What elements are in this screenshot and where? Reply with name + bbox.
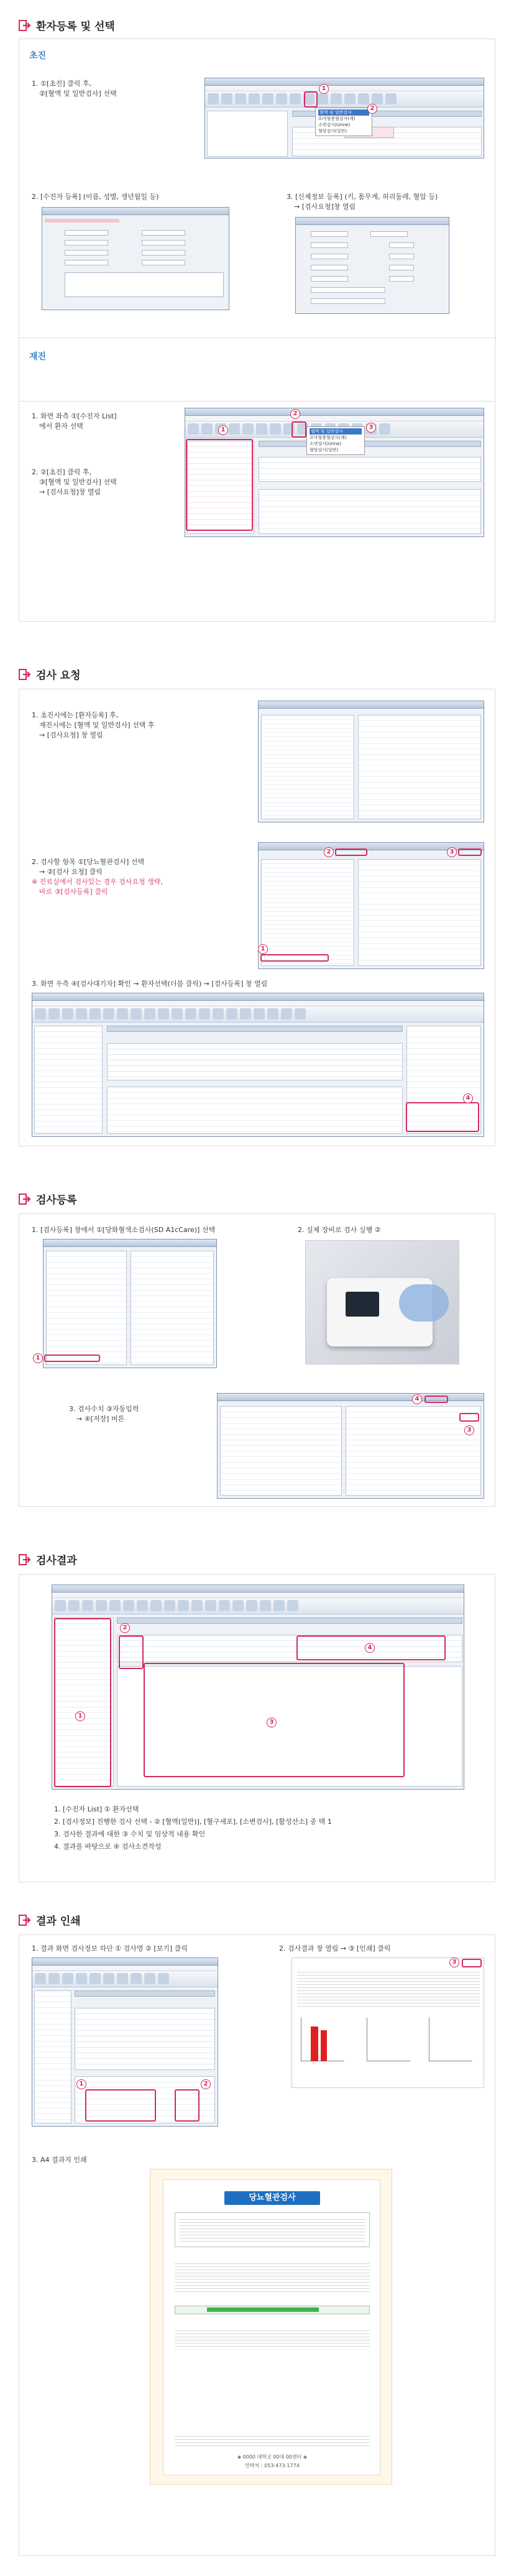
highlight-view-button[interactable]: [175, 2089, 200, 2122]
a4-footer-org: ◈ 0000 대학교 00대 00센터 ◈: [237, 2454, 308, 2460]
badge-i4: 4: [412, 1394, 422, 1404]
arrow-right-box-icon: [19, 1194, 31, 1205]
a4-sheet: [150, 2169, 392, 2485]
subtitle-revisit: 재진: [29, 352, 47, 362]
step-initial-2: 2. [수진자 등록] (이름, 성별, 생년월일 등): [32, 193, 159, 201]
highlight-diabetes-test[interactable]: [260, 954, 329, 962]
step-input-1: 1. [검사등록] 창에서 ①[당화혈색소검사(SD A1cCare)] 선택: [32, 1226, 216, 1234]
badge-1: 1: [319, 84, 329, 94]
arrow-right-box-icon: [19, 20, 31, 31]
step-request-2: 2. 검사할 항목 ①[당뇨혈관검사] 선택 → ②[검사 요청] 클릭 ※ 진료실에서 검사있는 경우 검사요청 생략, 바로 ③[검사등록] 클릭: [32, 858, 163, 896]
badge-q2: 2: [324, 847, 334, 857]
request-window-1: [258, 701, 484, 822]
arrow-right-box-icon: [19, 1915, 31, 1926]
input-window-1: [43, 1239, 217, 1368]
body-info-window: [295, 217, 449, 314]
section-title-input: [19, 1191, 77, 1207]
badge-q1: 1: [258, 944, 268, 954]
a4-title: 당뇨혈관검사: [224, 2191, 320, 2205]
highlight-register-button[interactable]: [458, 849, 482, 856]
highlight-initial-button[interactable]: [304, 91, 318, 108]
highlight-print-button[interactable]: [462, 1959, 482, 1967]
panel-result: [19, 1574, 495, 1882]
panel-revisit: [19, 402, 495, 622]
step-request-3: 3. 화면 우측 ④[검사대기자] 확인 → 환자선택(더블 클릭) → [검사등록] 창 열림: [32, 980, 268, 988]
badge-res4: 4: [365, 1643, 375, 1653]
request-window-2: [258, 842, 484, 969]
badge-p3: 3: [449, 1957, 459, 1967]
section-title-registration: [19, 17, 115, 33]
step-print-1: 1. 결과 화면 검사정보 하단 ① 검사명 ② [보기] 클릭: [32, 1944, 188, 1953]
highlight-a1c-test[interactable]: [44, 1355, 100, 1362]
patient-register-window: [42, 207, 229, 310]
section-title-request: [19, 666, 81, 682]
panel-request: [19, 689, 495, 1146]
badge-q3: 3: [447, 847, 457, 857]
step-print-2: 2. 검사결과 창 열림 → ③ [인쇄] 클릭: [279, 1944, 391, 1953]
dropdown-exam-menu-revisit[interactable]: 혈액 및 일반검사 요마혈충혈검사(계) 소변검사(Urine) 혈당검사(일반): [306, 426, 365, 455]
badge-p1: 1: [76, 2079, 86, 2089]
section-title-text: 검사등록: [36, 1194, 77, 1207]
a4-footer-contact: 연락처 : 053-473-1774: [245, 2463, 300, 2468]
highlight-exam-info[interactable]: [119, 1635, 144, 1669]
highlight-save-button[interactable]: [425, 1396, 448, 1403]
highlight-patient-list-result[interactable]: [54, 1618, 111, 1787]
highlight-waitlist[interactable]: [406, 1102, 479, 1132]
badge-r2: 2: [290, 409, 300, 419]
result-doc-window: [291, 1957, 484, 2088]
badge-i1: 1: [33, 1353, 43, 1363]
arrow-right-box-icon: [19, 669, 31, 680]
step-request-1: 1. 초진시에는 [환자등록] 후, 재진시에는 [혈액 및 일반검사] 선택 후 → [검사요청] 창 열림: [32, 711, 155, 739]
badge-r1: 1: [218, 425, 228, 435]
highlight-auto-value[interactable]: [459, 1413, 479, 1422]
badge-r3: 3: [366, 423, 376, 433]
input-window-2: [217, 1393, 484, 1499]
badge-q4: 4: [463, 1093, 473, 1103]
section-title-text: 결과 인쇄: [36, 1915, 81, 1928]
result-steps: 1. [수진자 List] ① 환자선택 2. [검사정보] 진행한 검사 선택 - ② [혈액(일반)], [혈구세포], [소변검사], [활성산소] 중 택 1 3. 검사한 결과에 대한 ③ 수치 및 임상적 내용 확인 4. 결과를 바탕으로 ④ 검사소견작성: [54, 1805, 332, 1851]
section-title-text: 환자등록 및 선택: [36, 21, 115, 33]
badge-2: 2: [367, 104, 377, 114]
step-input-3: 3. 검사수치 ③자동입력 → ④[저장] 버튼: [69, 1405, 139, 1423]
step-print-3: 3. A4 결과지 인쇄: [32, 2156, 87, 2164]
step-revisit-2: 2. ②[초진] 클릭 후, ③[혈액 및 일반검사] 선택 → [검사요청]창 열림: [32, 468, 117, 496]
arrow-right-box-icon: [19, 1554, 31, 1565]
section-title-text: 검사 요청: [36, 669, 81, 682]
step-initial-3: 3. [신체정보 등록] (키, 몸무게, 허리둘레, 혈압 등) → [검사요청]창 열림: [287, 193, 438, 211]
step-input-2: 2. 실제 장비로 검사 실행 ②: [298, 1226, 381, 1234]
highlight-patient-list[interactable]: [186, 439, 253, 531]
badge-res1: 1: [75, 1711, 85, 1721]
step-revisit-1: 1. 화면 좌측 ①[수진자 List] 에서 환자 선택: [32, 412, 117, 430]
badge-res3: 3: [267, 1718, 277, 1727]
section-title-result: [19, 1552, 77, 1567]
dropdown-exam-menu[interactable]: 혈액 및 일반검사 요마혈충혈검사(계) 소변검사(Urine) 혈당검사(일반): [315, 108, 372, 136]
panel-input: [19, 1213, 495, 1507]
badge-i3: 3: [464, 1425, 474, 1435]
panel-print: [19, 1934, 495, 2556]
highlight-initial-button-revisit[interactable]: [291, 421, 306, 438]
step-initial-1: 1. ①[초진] 클릭 후, ②[혈액 및 일반검사] 선택: [32, 80, 117, 98]
highlight-request-button[interactable]: [335, 849, 367, 856]
highlight-exam-name[interactable]: [85, 2089, 156, 2122]
section-title-print: [19, 1912, 81, 1928]
panel-registration: [19, 39, 495, 402]
subtitle-initial: 초진: [29, 51, 47, 61]
badge-res2: 2: [120, 1623, 130, 1633]
section-title-text: 검사결과: [36, 1555, 77, 1567]
badge-p2: 2: [201, 2079, 211, 2089]
device-photo: [305, 1240, 459, 1364]
